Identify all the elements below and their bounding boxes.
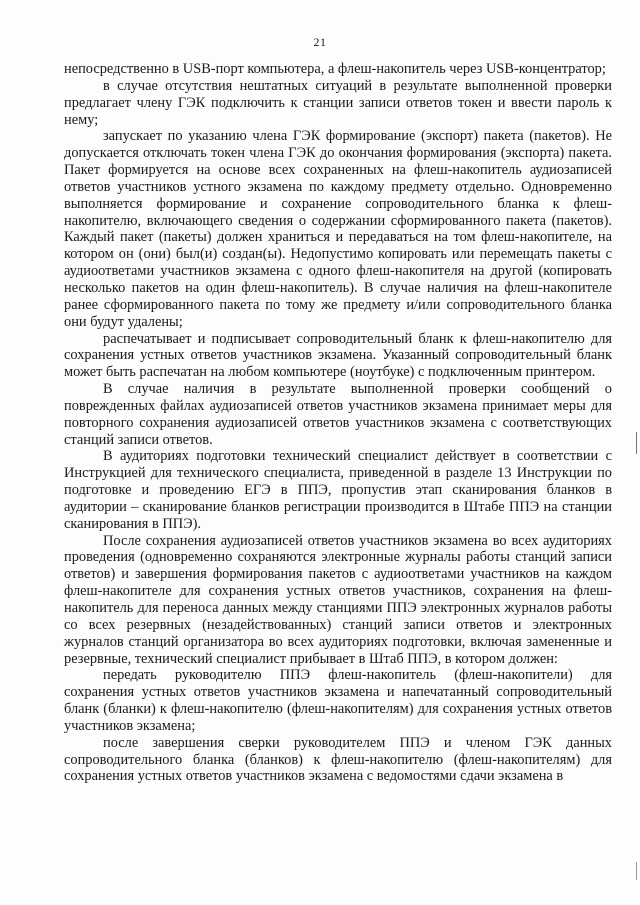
page-number: 21 <box>313 35 327 49</box>
paragraph: запускает по указанию члена ГЭК формирование (экспорт) пакета (пакетов). Не допускается отключать токен члена ГЭК до окончания формирования (экспорта) пакета. Пакет формируется на основе всех сохраненных на флеш-накопитель аудиозаписей ответов участников устного экзамена по каждому предмету отдельно. Одновременно выполняется формирование и сохранение сопроводительного бланка к флеш-накопителю, включающего сведения о содержании сформированного пакета (пакетов). Каждый пакет (пакеты) должен храниться и передаваться на том флеш-накопителе, на котором он (они) был(и) создан(ы). Недопустимо копировать или перемещать пакеты с аудиоответами участников экзамена с одного флеш-накопителя на другой (копировать несколько пакетов на один флеш-накопитель). В случае наличия на флеш-накопителе ранее сформированного пакета по тому же предмету и/или сопроводительного бланка они будут удалены; <box>64 128 612 330</box>
scan-edge-mark <box>636 862 637 880</box>
scan-edge-mark <box>636 432 637 454</box>
body-text <box>64 61 612 785</box>
paragraph: после завершения сверки руководителем ППЭ и членом ГЭК данных сопроводительного бланка (бланков) к флеш-накопителю (флеш-накопителям) для сохранения устных ответов участников экзамена с ведомостями сдачи экзамена в <box>64 734 612 785</box>
paragraph: В случае наличия в результате выполненной проверки сообщений о поврежденных файлах аудиозаписей ответов участников экзамена принимает меры для повторного сохранения аудиозаписей ответов участников экзамена с соответствующих станций записи ответов. <box>64 381 612 448</box>
paragraph: передать руководителю ППЭ флеш-накопитель (флеш-накопители) для сохранения устных ответов участников экзамена и напечатанный сопроводительный бланк (бланки) к флеш-накопителю (флеш-накопителям) для сохранения устных ответов участников экзамена; <box>64 667 612 734</box>
paragraph: в случае отсутствия нештатных ситуаций в результате выполненной проверки предлагает члену ГЭК подключить к станции записи ответов токен и ввести пароль к нему; <box>64 77 612 128</box>
paragraph: непосредственно в USB-порт компьютера, а флеш-накопитель через USB-концентратор; <box>64 61 606 77</box>
paragraph: В аудиториях подготовки технический специалист действует в соответствии с Инструкцией для технического специалиста, приведенной в разделе 13 Инструкции по подготовке и проведению ЕГЭ в ППЭ, пропустив этап сканирования бланков в аудитории – сканирование бланков регистрации производится в Штабе ППЭ на станции сканирования в ППЭ). <box>64 448 612 532</box>
paragraph: распечатывает и подписывает сопроводительный бланк к флеш-накопителю для сохранения устных ответов участников экзамена. Указанный сопроводительный бланк может быть распечатан на любом компьютере (ноутбуке) с подключенным принтером. <box>64 330 612 381</box>
paragraph: После сохранения аудиозаписей ответов участников экзамена во всех аудиториях проведения (одновременно сохраняются электронные журналы работы станций записи ответов) и завершения формирования пакетов с аудиоответами участников на каждом флеш-накопителе для сохранения устных ответов участников, сохранения на флеш-накопитель для переноса данных между станциями ППЭ электронных журналов работы со всех резервных (незадействованных) станций записи ответов и электронных журналов станций организатора во всех аудиториях подготовки, включая замененные и резервные, технический специалист прибывает в Штаб ППЭ, в котором должен: <box>64 532 612 667</box>
